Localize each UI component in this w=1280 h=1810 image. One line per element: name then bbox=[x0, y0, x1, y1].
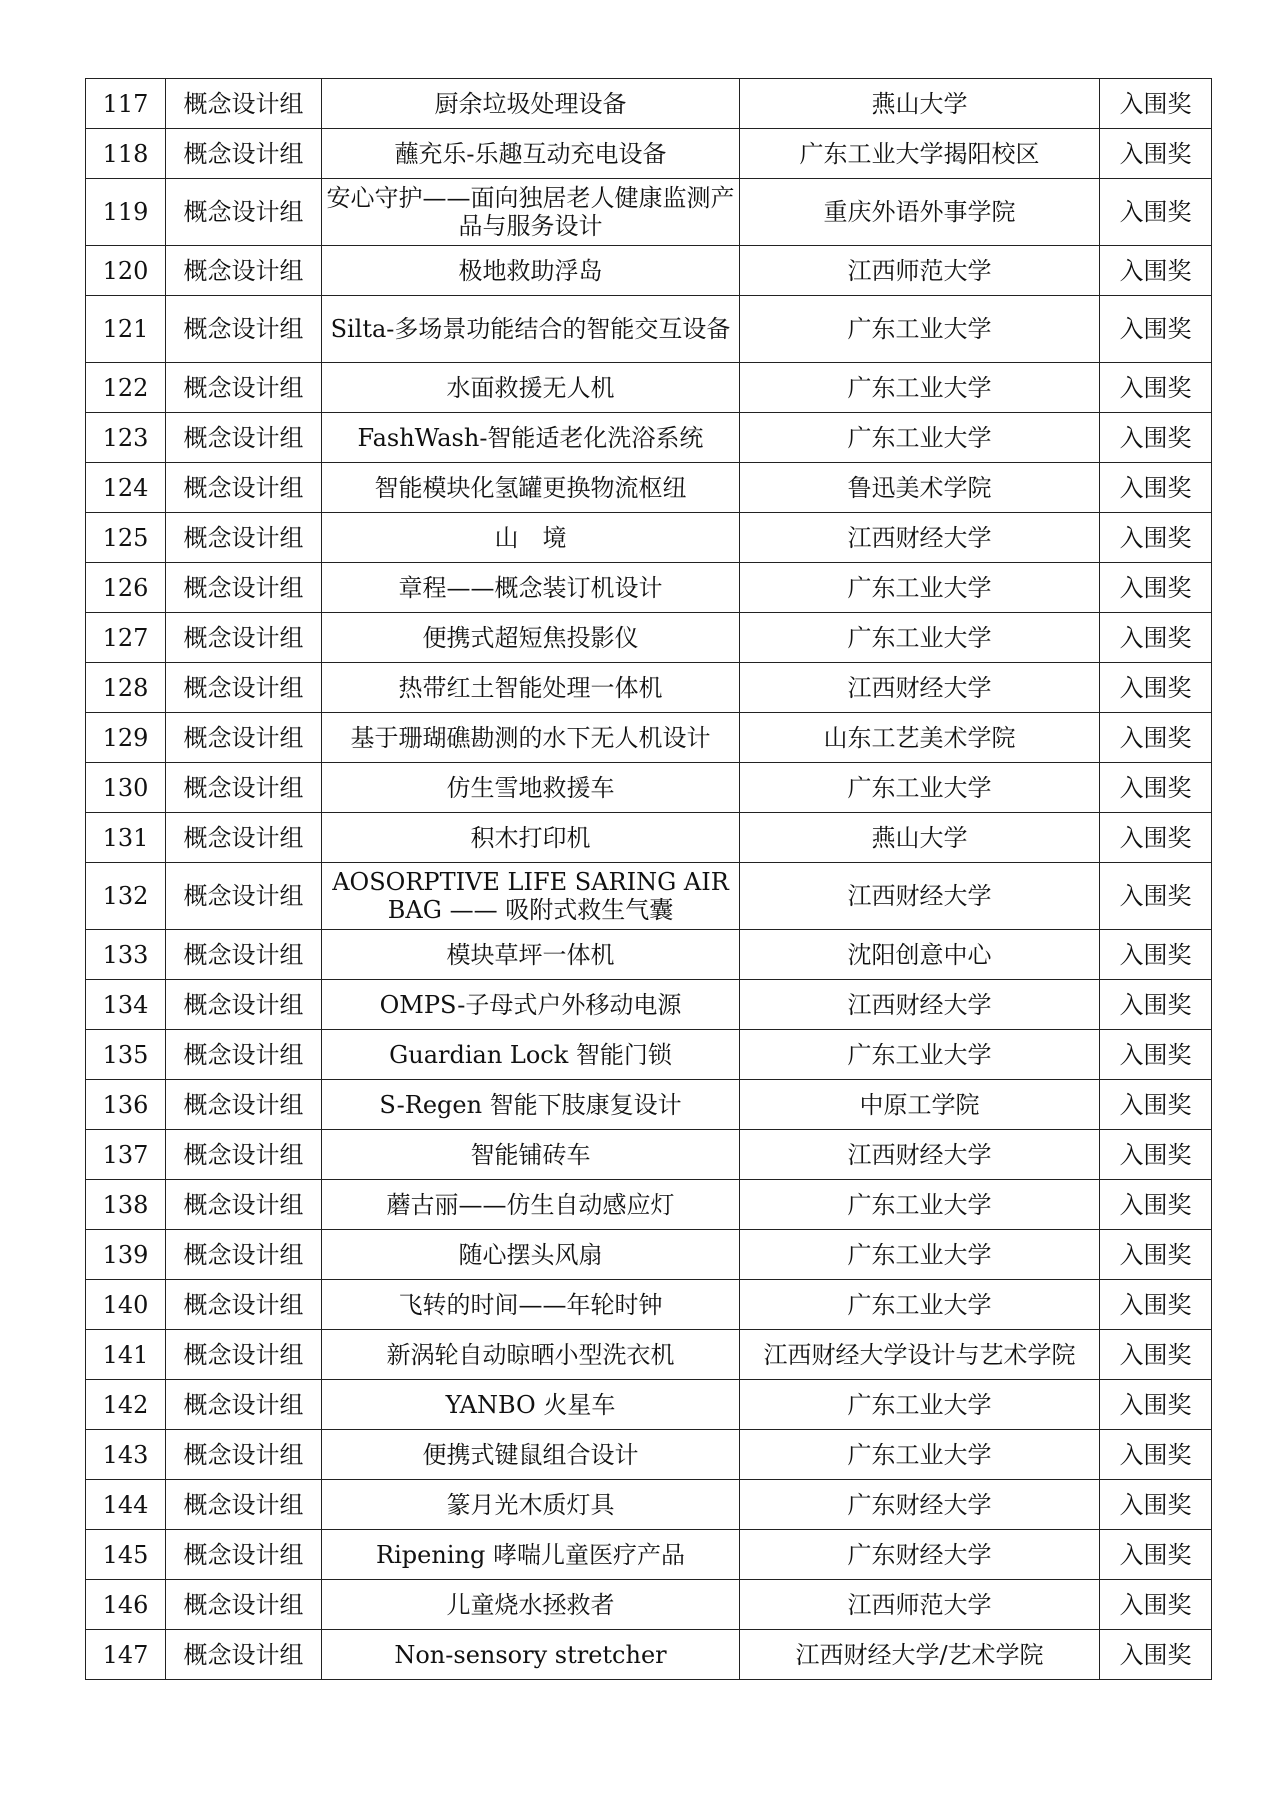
award-cell: 入围奖 bbox=[1100, 1530, 1212, 1580]
school-cell: 广东工业大学 bbox=[740, 1430, 1100, 1480]
award-cell: 入围奖 bbox=[1100, 1630, 1212, 1680]
category-cell: 概念设计组 bbox=[166, 246, 322, 296]
school-cell: 广东工业大学 bbox=[740, 1230, 1100, 1280]
school-cell: 鲁迅美术学院 bbox=[740, 463, 1100, 513]
row-number-cell: 142 bbox=[86, 1380, 166, 1430]
work-title-cell: 智能模块化氢罐更换物流枢纽 bbox=[322, 463, 740, 513]
school-cell: 广东工业大学 bbox=[740, 1180, 1100, 1230]
award-cell: 入围奖 bbox=[1100, 363, 1212, 413]
table-row bbox=[86, 246, 1212, 296]
work-title-cell: Silta-多场景功能结合的智能交互设备 bbox=[322, 296, 740, 363]
work-title-cell: FashWash-智能适老化洗浴系统 bbox=[322, 413, 740, 463]
school-cell: 江西财经大学 bbox=[740, 863, 1100, 930]
award-cell: 入围奖 bbox=[1100, 1330, 1212, 1380]
award-cell: 入围奖 bbox=[1100, 763, 1212, 813]
category-cell: 概念设计组 bbox=[166, 1280, 322, 1330]
table-row bbox=[86, 1080, 1212, 1130]
row-number-cell: 134 bbox=[86, 980, 166, 1030]
row-number-cell: 140 bbox=[86, 1280, 166, 1330]
work-title-cell: 基于珊瑚礁勘测的水下无人机设计 bbox=[322, 713, 740, 763]
row-number-cell: 117 bbox=[86, 79, 166, 129]
category-cell: 概念设计组 bbox=[166, 563, 322, 613]
table-row bbox=[86, 713, 1212, 763]
category-cell: 概念设计组 bbox=[166, 463, 322, 513]
award-cell: 入围奖 bbox=[1100, 79, 1212, 129]
work-title-cell: 章程——概念装订机设计 bbox=[322, 563, 740, 613]
school-cell: 江西师范大学 bbox=[740, 1580, 1100, 1630]
award-cell: 入围奖 bbox=[1100, 1430, 1212, 1480]
category-cell: 概念设计组 bbox=[166, 1480, 322, 1530]
school-cell: 广东工业大学 bbox=[740, 613, 1100, 663]
category-cell: 概念设计组 bbox=[166, 79, 322, 129]
school-cell: 江西财经大学设计与艺术学院 bbox=[740, 1330, 1100, 1380]
row-number-cell: 124 bbox=[86, 463, 166, 513]
table-row bbox=[86, 413, 1212, 463]
row-number-cell: 128 bbox=[86, 663, 166, 713]
table-row bbox=[86, 813, 1212, 863]
category-cell: 概念设计组 bbox=[166, 1530, 322, 1580]
category-cell: 概念设计组 bbox=[166, 713, 322, 763]
row-number-cell: 121 bbox=[86, 296, 166, 363]
award-cell: 入围奖 bbox=[1100, 296, 1212, 363]
table-row bbox=[86, 1230, 1212, 1280]
work-title-cell: Guardian Lock 智能门锁 bbox=[322, 1030, 740, 1080]
table-row bbox=[86, 1330, 1212, 1380]
award-cell: 入围奖 bbox=[1100, 1030, 1212, 1080]
work-title-cell: 随心摆头风扇 bbox=[322, 1230, 740, 1280]
award-cell: 入围奖 bbox=[1100, 1280, 1212, 1330]
work-title-cell: 蘸充乐-乐趣互动充电设备 bbox=[322, 129, 740, 179]
school-cell: 广东工业大学 bbox=[740, 296, 1100, 363]
row-number-cell: 139 bbox=[86, 1230, 166, 1280]
award-list-table bbox=[85, 78, 1212, 1680]
award-cell: 入围奖 bbox=[1100, 1380, 1212, 1430]
table-row bbox=[86, 563, 1212, 613]
category-cell: 概念设计组 bbox=[166, 129, 322, 179]
award-cell: 入围奖 bbox=[1100, 713, 1212, 763]
award-cell: 入围奖 bbox=[1100, 980, 1212, 1030]
category-cell: 概念设计组 bbox=[166, 513, 322, 563]
category-cell: 概念设计组 bbox=[166, 1180, 322, 1230]
school-cell: 广东工业大学 bbox=[740, 363, 1100, 413]
table-row bbox=[86, 1480, 1212, 1530]
row-number-cell: 143 bbox=[86, 1430, 166, 1480]
table-row bbox=[86, 1530, 1212, 1580]
table-row bbox=[86, 363, 1212, 413]
school-cell: 江西财经大学 bbox=[740, 663, 1100, 713]
row-number-cell: 145 bbox=[86, 1530, 166, 1580]
table-row bbox=[86, 1030, 1212, 1080]
row-number-cell: 129 bbox=[86, 713, 166, 763]
row-number-cell: 138 bbox=[86, 1180, 166, 1230]
work-title-cell: 仿生雪地救援车 bbox=[322, 763, 740, 813]
school-cell: 江西财经大学 bbox=[740, 1130, 1100, 1180]
work-title-cell: S-Regen 智能下肢康复设计 bbox=[322, 1080, 740, 1130]
school-cell: 广东工业大学 bbox=[740, 413, 1100, 463]
row-number-cell: 120 bbox=[86, 246, 166, 296]
school-cell: 沈阳创意中心 bbox=[740, 930, 1100, 980]
award-cell: 入围奖 bbox=[1100, 613, 1212, 663]
category-cell: 概念设计组 bbox=[166, 296, 322, 363]
table-row bbox=[86, 1180, 1212, 1230]
award-cell: 入围奖 bbox=[1100, 563, 1212, 613]
work-title-cell: 便携式键鼠组合设计 bbox=[322, 1430, 740, 1480]
category-cell: 概念设计组 bbox=[166, 813, 322, 863]
award-cell: 入围奖 bbox=[1100, 179, 1212, 246]
work-title-cell: AOSORPTIVE LIFE SARING AIR BAG —— 吸附式救生气囊 bbox=[322, 863, 740, 930]
row-number-cell: 123 bbox=[86, 413, 166, 463]
work-title-cell: 新涡轮自动晾晒小型洗衣机 bbox=[322, 1330, 740, 1380]
table-row bbox=[86, 1430, 1212, 1480]
school-cell: 广东财经大学 bbox=[740, 1530, 1100, 1580]
work-title-cell: 水面救援无人机 bbox=[322, 363, 740, 413]
school-cell: 广东工业大学 bbox=[740, 1380, 1100, 1430]
category-cell: 概念设计组 bbox=[166, 1330, 322, 1380]
school-cell: 广东财经大学 bbox=[740, 1480, 1100, 1530]
work-title-cell: 积木打印机 bbox=[322, 813, 740, 863]
category-cell: 概念设计组 bbox=[166, 1630, 322, 1680]
work-title-cell: 篆月光木质灯具 bbox=[322, 1480, 740, 1530]
school-cell: 广东工业大学 bbox=[740, 563, 1100, 613]
award-table-body bbox=[86, 79, 1212, 1680]
award-cell: 入围奖 bbox=[1100, 1080, 1212, 1130]
school-cell: 中原工学院 bbox=[740, 1080, 1100, 1130]
row-number-cell: 122 bbox=[86, 363, 166, 413]
category-cell: 概念设计组 bbox=[166, 1380, 322, 1430]
work-title-cell: 山 境 bbox=[322, 513, 740, 563]
table-row bbox=[86, 179, 1212, 246]
award-cell: 入围奖 bbox=[1100, 246, 1212, 296]
category-cell: 概念设计组 bbox=[166, 1430, 322, 1480]
table-row bbox=[86, 129, 1212, 179]
table-row bbox=[86, 1380, 1212, 1430]
school-cell: 江西师范大学 bbox=[740, 246, 1100, 296]
work-title-cell: Ripening 哮喘儿童医疗产品 bbox=[322, 1530, 740, 1580]
award-cell: 入围奖 bbox=[1100, 1130, 1212, 1180]
work-title-cell: 飞转的时间——年轮时钟 bbox=[322, 1280, 740, 1330]
category-cell: 概念设计组 bbox=[166, 1130, 322, 1180]
work-title-cell: 安心守护——面向独居老人健康监测产品与服务设计 bbox=[322, 179, 740, 246]
award-cell: 入围奖 bbox=[1100, 1580, 1212, 1630]
work-title-cell: YANBO 火星车 bbox=[322, 1380, 740, 1430]
table-row bbox=[86, 663, 1212, 713]
work-title-cell: Non-sensory stretcher bbox=[322, 1630, 740, 1680]
school-cell: 燕山大学 bbox=[740, 79, 1100, 129]
work-title-cell: OMPS-子母式户外移动电源 bbox=[322, 980, 740, 1030]
school-cell: 山东工艺美术学院 bbox=[740, 713, 1100, 763]
school-cell: 广东工业大学 bbox=[740, 763, 1100, 813]
work-title-cell: 极地救助浮岛 bbox=[322, 246, 740, 296]
table-row bbox=[86, 296, 1212, 363]
school-cell: 燕山大学 bbox=[740, 813, 1100, 863]
category-cell: 概念设计组 bbox=[166, 763, 322, 813]
category-cell: 概念设计组 bbox=[166, 1230, 322, 1280]
school-cell: 重庆外语外事学院 bbox=[740, 179, 1100, 246]
table-row bbox=[86, 1580, 1212, 1630]
work-title-cell: 模块草坪一体机 bbox=[322, 930, 740, 980]
row-number-cell: 146 bbox=[86, 1580, 166, 1630]
category-cell: 概念设计组 bbox=[166, 1030, 322, 1080]
school-cell: 广东工业大学 bbox=[740, 1030, 1100, 1080]
category-cell: 概念设计组 bbox=[166, 930, 322, 980]
table-row bbox=[86, 513, 1212, 563]
row-number-cell: 130 bbox=[86, 763, 166, 813]
table-row bbox=[86, 863, 1212, 930]
award-cell: 入围奖 bbox=[1100, 513, 1212, 563]
work-title-cell: 厨余垃圾处理设备 bbox=[322, 79, 740, 129]
table-row bbox=[86, 1630, 1212, 1680]
row-number-cell: 147 bbox=[86, 1630, 166, 1680]
row-number-cell: 119 bbox=[86, 179, 166, 246]
row-number-cell: 133 bbox=[86, 930, 166, 980]
row-number-cell: 132 bbox=[86, 863, 166, 930]
table-row bbox=[86, 1130, 1212, 1180]
table-row bbox=[86, 930, 1212, 980]
row-number-cell: 141 bbox=[86, 1330, 166, 1380]
work-title-cell: 热带红土智能处理一体机 bbox=[322, 663, 740, 713]
table-row bbox=[86, 463, 1212, 513]
table-row bbox=[86, 980, 1212, 1030]
school-cell: 广东工业大学 bbox=[740, 1280, 1100, 1330]
table-row bbox=[86, 763, 1212, 813]
award-cell: 入围奖 bbox=[1100, 129, 1212, 179]
award-cell: 入围奖 bbox=[1100, 1180, 1212, 1230]
category-cell: 概念设计组 bbox=[166, 1080, 322, 1130]
award-cell: 入围奖 bbox=[1100, 1230, 1212, 1280]
category-cell: 概念设计组 bbox=[166, 179, 322, 246]
row-number-cell: 126 bbox=[86, 563, 166, 613]
category-cell: 概念设计组 bbox=[166, 1580, 322, 1630]
award-cell: 入围奖 bbox=[1100, 663, 1212, 713]
row-number-cell: 144 bbox=[86, 1480, 166, 1530]
category-cell: 概念设计组 bbox=[166, 613, 322, 663]
row-number-cell: 127 bbox=[86, 613, 166, 663]
category-cell: 概念设计组 bbox=[166, 363, 322, 413]
category-cell: 概念设计组 bbox=[166, 863, 322, 930]
work-title-cell: 智能铺砖车 bbox=[322, 1130, 740, 1180]
award-cell: 入围奖 bbox=[1100, 813, 1212, 863]
row-number-cell: 118 bbox=[86, 129, 166, 179]
work-title-cell: 便携式超短焦投影仪 bbox=[322, 613, 740, 663]
award-cell: 入围奖 bbox=[1100, 930, 1212, 980]
row-number-cell: 137 bbox=[86, 1130, 166, 1180]
school-cell: 江西财经大学 bbox=[740, 980, 1100, 1030]
row-number-cell: 125 bbox=[86, 513, 166, 563]
work-title-cell: 儿童烧水拯救者 bbox=[322, 1580, 740, 1630]
school-cell: 江西财经大学 bbox=[740, 513, 1100, 563]
table-row bbox=[86, 613, 1212, 663]
row-number-cell: 135 bbox=[86, 1030, 166, 1080]
table-row bbox=[86, 1280, 1212, 1330]
award-cell: 入围奖 bbox=[1100, 863, 1212, 930]
work-title-cell: 蘑古丽——仿生自动感应灯 bbox=[322, 1180, 740, 1230]
category-cell: 概念设计组 bbox=[166, 663, 322, 713]
row-number-cell: 136 bbox=[86, 1080, 166, 1130]
row-number-cell: 131 bbox=[86, 813, 166, 863]
category-cell: 概念设计组 bbox=[166, 980, 322, 1030]
category-cell: 概念设计组 bbox=[166, 413, 322, 463]
table-row bbox=[86, 79, 1212, 129]
award-cell: 入围奖 bbox=[1100, 1480, 1212, 1530]
award-cell: 入围奖 bbox=[1100, 413, 1212, 463]
award-cell: 入围奖 bbox=[1100, 463, 1212, 513]
school-cell: 广东工业大学揭阳校区 bbox=[740, 129, 1100, 179]
school-cell: 江西财经大学/艺术学院 bbox=[740, 1630, 1100, 1680]
